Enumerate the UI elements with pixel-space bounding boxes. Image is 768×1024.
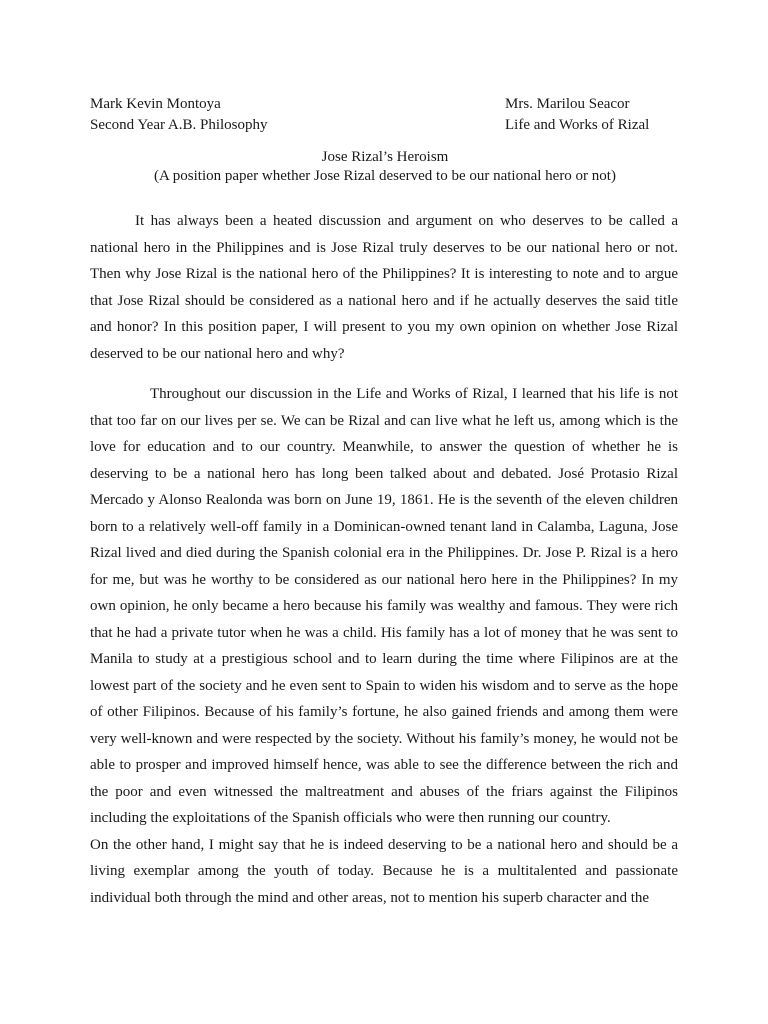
- paragraph-counterpoint: On the other hand, I might say that he is indeed deserving to be a national hero and should be a living exemplar among the youth of today. Because he is a multitalented and passionate individual both through the mind and other areas, not to mention his superb character and the: [90, 836, 678, 906]
- paragraph-discussion: Throughout our discussion in the Life and Works of Rizal, I learned that his life is not that too far on our lives per se. We can be Rizal and can live what he left us, among which is the love for education and to our country. Meanwhile, to answer the question of whether he is deserving to be a national hero has long been talked about and debated. José Protasio Rizal Mercado y Alonso Realonda was born on June 19, 1861. He is the seventh of the eleven children born to a relatively well-off family in a Dominican-owned tenant land in Calamba, Laguna, Jose Rizal lived and died during the Spanish colonial era in the Philippines. Dr. Jose P. Rizal is a hero for me, but was he worthy to be considered as our national hero here in the Philippines? In my own opinion, he only became a hero because his family was wealthy and famous. They were rich that he had a private tutor when he was a child. His family has a lot of money that he was sent to Manila to study at a prestigious school and to learn during the time where Filipinos are at the lowest part of the society and he even sent to Spain to widen his wisdom and to serve as the hope of other Filipinos. Because of his family’s fortune, he also gained friends and among them were very well-known and were respected by the society. Without his family’s money, he would not be able to prosper and improved himself hence, was able to see the difference between the rich and the poor and even witnessed the maltreatment and abuses of the friars against the Filipinos including the exploitations of the Spanish officials who were then running our country.: [90, 386, 678, 826]
- course-year: Second Year A.B. Philosophy: [90, 117, 268, 133]
- document-subtitle: (A position paper whether Jose Rizal deserved to be our national hero or not): [154, 168, 616, 184]
- document-body: [90, 208, 678, 911]
- author-name: Mark Kevin Montoya: [90, 96, 221, 112]
- document-title: Jose Rizal’s Heroism: [321, 149, 449, 165]
- instructor-name: Mrs. Marilou Seacor: [505, 96, 630, 112]
- document-header: [90, 94, 680, 136]
- subject-name: Life and Works of Rizal: [505, 117, 650, 133]
- paragraph-introduction: It has always been a heated discussion and argument on who deserves to be called a national hero in the Philippines and is Jose Rizal truly deserves to be our national hero or not. Then why Jose Rizal is the national hero of the Philippines? It is interesting to note and to argue that Jose Rizal should be considered as a national hero and if he actually deserves the said title and honor? In this position paper, I will present to you my own opinion on whether Jose Rizal deserved to be our national hero and why?: [90, 213, 678, 362]
- title-block: [90, 148, 680, 186]
